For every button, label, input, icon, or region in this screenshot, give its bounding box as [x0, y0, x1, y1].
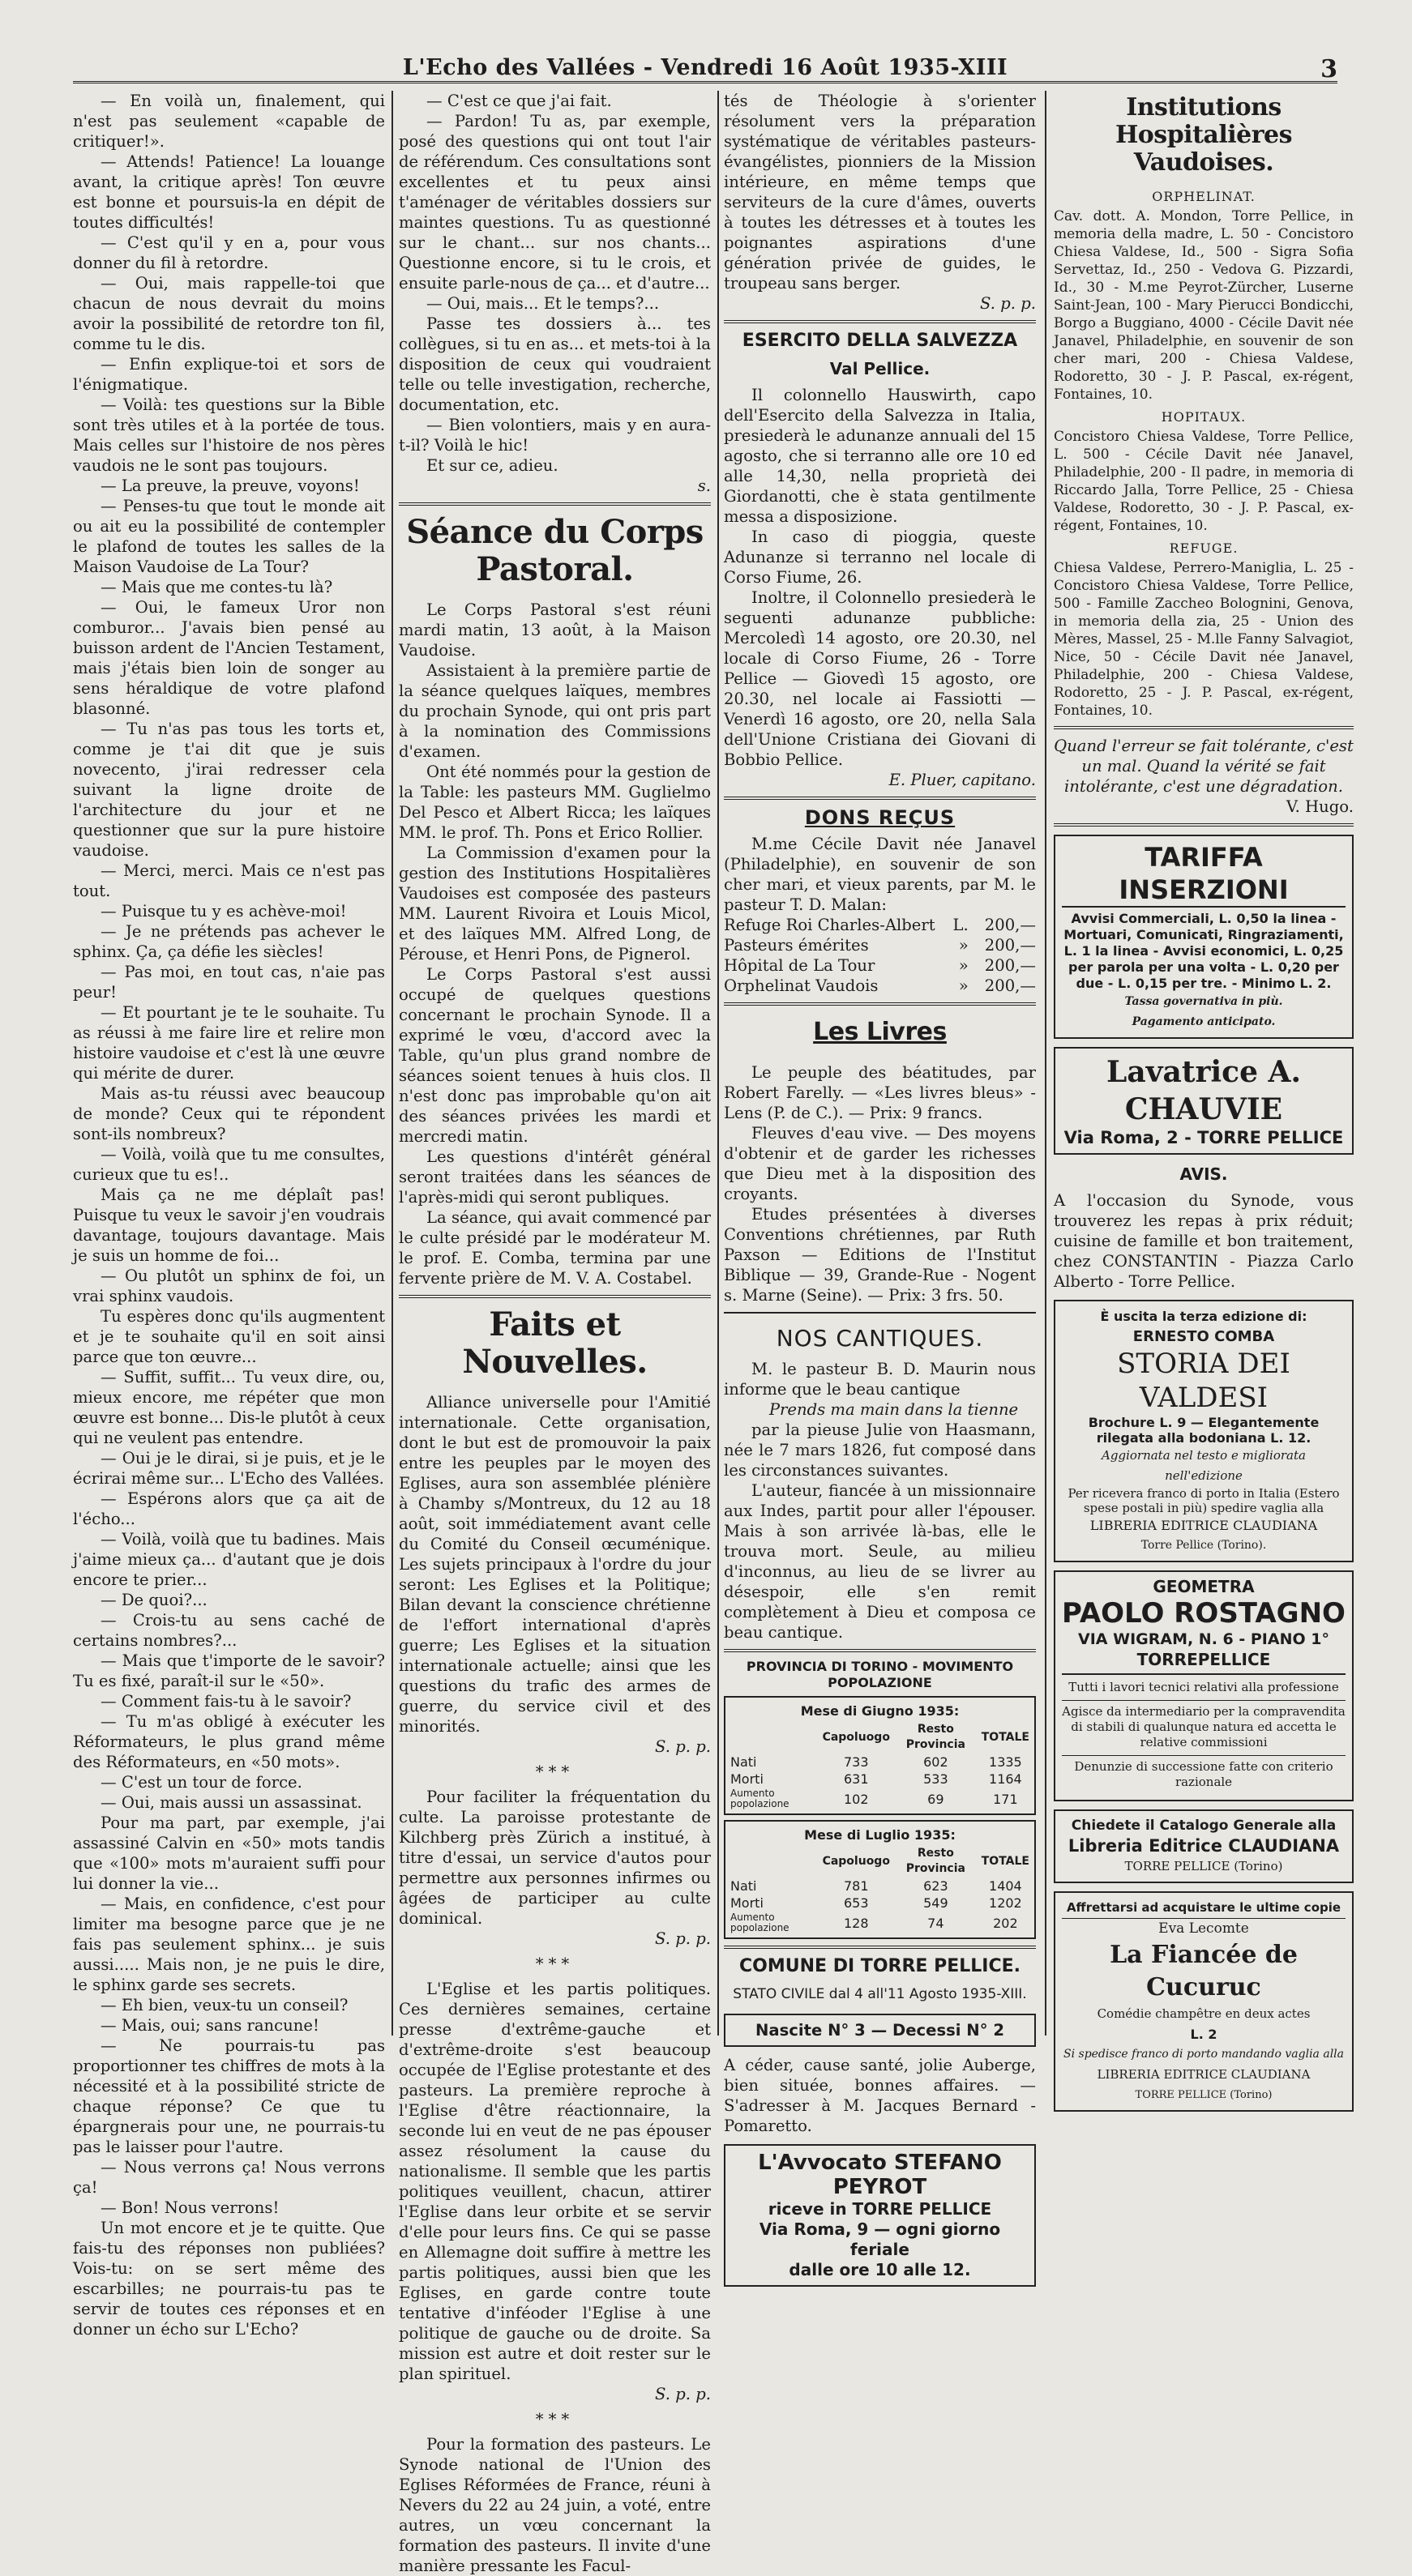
geometra-label: GEOMETRA: [1153, 1577, 1255, 1596]
paragraph: — Nous verrons ça! Nous verrons ça!: [73, 2158, 385, 2197]
paragraph: — Mais, oui; sans rancune!: [101, 2016, 319, 2035]
paragraph: S. p. p.: [655, 1737, 711, 1756]
geometra-text1: Tutti i lavori tecnici relativi alla professione: [1068, 1680, 1339, 1694]
hugo-quote: Quand l'erreur se fait tolérante, c'est un mal. Quand la vérité se fait intolérante, c'est une dégradation.: [1054, 737, 1354, 796]
paragraph: Prends ma main dans la tienne: [768, 1400, 1019, 1419]
dialogue-continuation: [399, 91, 711, 476]
table-cell: 1335: [989, 1754, 1022, 1770]
paragraph: Mais ça ne me déplaît pas! Puisque tu veux le savoir j'en voudrais davantage, toujours davantage. Mais je suis un homme de foi...: [73, 1185, 385, 1265]
lavatrice-ad: [1054, 1047, 1354, 1155]
paragraph: — Mais que t'importe de le savoir? Tu es fixé, paraît-il sur le «50».: [73, 1651, 385, 1690]
tariffa-text: Avvisi Commerciali, L. 0,50 la linea - Mortuari, Comunicati, Ringraziamenti, L. 1 la linea - Avvisi economici, L. 0,25 per parola per una volta - L. 0,20 per due - L. 0,15 per tre. - Minimo L. 2.: [1063, 911, 1344, 991]
don-name: Orphelinat Vaudois: [724, 976, 879, 995]
table-cell: 202: [993, 1915, 1018, 1931]
popolazione-table: [724, 1696, 1036, 1815]
paragraph: — Je ne prétends pas achever le sphinx. Ça, ça défie les siècles!: [73, 922, 385, 961]
paragraph: Pour faciliter la fréquentation du culte. La paroisse protestante de Kilchberg près Zürich a institué, à titre d'essai, un service d'autos pour permettre aux personnes infirmes ou âgées de participer au culte dominical.: [399, 1788, 711, 1928]
paragraph: Un mot encore et je te quitte. Que fais-tu des réponses non publiées? Vois-tu: on se sert même des escarbilles; ne pourrais-tu pas te servir de toutes ces réponses et en donner un écho sur L'Echo?: [73, 2219, 385, 2339]
column-2: [399, 91, 711, 2575]
paragraph: L'auteur, fiancée à un missionnaire aux Indes, partit pour aller l'épouser. Mais à son arrivée là-bas, elle le trouva mort. Seule, au milieu d'inconnus, au lieu de se livrer au désespoir, elle s'en remit complètement à Dieu et composa ce beau cantique.: [724, 1481, 1036, 1642]
table-cell: 102: [843, 1791, 869, 1807]
fiancee-line1: Affrettarsi ad acquistare le ultime copie: [1062, 1898, 1346, 1919]
paragraph: M. le pasteur B. D. Maurin nous informe que le beau cantique: [724, 1360, 1036, 1399]
section-title-cantiques: NOS CANTIQUES.: [776, 1325, 984, 1352]
table-header: Resto Provincia: [905, 1847, 965, 1875]
don-currency: »: [958, 976, 969, 995]
table-cell: 128: [843, 1915, 869, 1931]
ceder-notice: A céder, cause santé, jolie Auberge, bien située, bonnes affaires. — S'adresser à M. Jacques Bernard - Pomaretto.: [724, 2056, 1036, 2135]
paragraph: — Tu n'as pas tous les torts et, comme je t'ai dit que je suis novecento, j'irai redresser cela suivant la ligne droite de l'architecture du jour et ne questionner que sur la pure histoire vaudoise.: [73, 720, 385, 860]
geometra-address: VIA WIGRAM, N. 6 - PIANO 1°: [1078, 1630, 1329, 1648]
population-table: [729, 1721, 1031, 1810]
livres-article: [724, 1062, 1036, 1305]
paragraph: S. p. p.: [655, 1929, 711, 1948]
catalogo-line3: TORRE PELLICE (Torino): [1124, 1859, 1283, 1873]
stato-civile-text: Nascite N° 3 — Decessi N° 2: [755, 2021, 1004, 2040]
table-header-empty: [729, 1845, 821, 1878]
paragraph: — Pas moi, en tout cas, n'aie pas peur!: [73, 963, 385, 1002]
paragraph: Le Corps Pastoral s'est aussi occupé de quelques questions concernant le prochain Synode. Il a exprimé le vœu, d'accord avec la Table, qu'un plus grand nombre de séances soient tenues à huis clos. Il n'est donc pas improbable qu'on ait des séances privées les mardi et mercredi matin.: [399, 965, 711, 1146]
paragraph: — En voilà un, finalement, qui n'est pas seulement «capable de critiquer!».: [73, 92, 385, 151]
paragraph: — De quoi?...: [101, 1591, 208, 1609]
paragraph: — Eh bien, veux-tu un conseil?: [101, 1996, 349, 2014]
paragraph: — Suffit, suffit... Tu veux dire, ou, mieux encore, me répéter que mon œuvre est bonne... Dis-le plutôt à ceux qui ne veulent pas entendre.: [73, 1368, 385, 1447]
table-cell: 1164: [989, 1771, 1022, 1787]
stars-separator: ***: [535, 2410, 575, 2429]
catalogo-line2: Libreria Editrice CLAUDIANA: [1068, 1836, 1340, 1856]
paragraph: — C'est un tour de force.: [101, 1773, 302, 1792]
paragraph: — C'est qu'il y en a, pour vous donner du fil à retordre.: [73, 233, 385, 272]
paragraph: Inoltre, il Colonnello presiederà le seguenti adunanze pubbliche: Mercoledì 14 agosto, ore 20.30, nel locale di Corso Fiume, 26 - Torre Pellice — Giovedì 15 agosto, ore 20.30, nel locale ai Fassiotti — Venerdì 16 agosto, ore 20, nella Sala dell'Unione Cristiana dei Giovani di Bobbio Pellice.: [724, 588, 1036, 769]
stars-separator: ***: [535, 1954, 575, 1973]
row-label: Morti: [730, 1771, 764, 1787]
table-header: Capoluogo: [822, 1730, 890, 1744]
fiancee-ad: [1054, 1891, 1354, 2112]
fiancee-order: Si spedisce franco di porto mandando vaglia alla: [1063, 2048, 1344, 2061]
divider: [724, 320, 1036, 323]
section-subtitle-esercito: Val Pellice.: [829, 359, 931, 378]
fiancee-title: La Fiancée de Cucuruc: [1110, 1941, 1298, 2001]
fiancee-subtitle: Comédie champêtre en deux actes: [1097, 2006, 1311, 2021]
avis-text: A l'occasion du Synode, vous trouverez les repas à prix réduit; cuisine de famille et bon traitement, chez CONSTANTIN - Piazza Carlo Alberto - Torre Pellice.: [1054, 1191, 1354, 1291]
don-amount: 200,—: [984, 976, 1036, 995]
paragraph: — Oui, le fameux Uror non comburor... J'avais bien pensé au buisson ardent de l'Ancien Testament, mais j'étais bien loin de songer au sens héraldique de votre plafond blasonné.: [73, 598, 385, 718]
paragraph: — C'est ce que j'ai fait.: [426, 92, 612, 110]
don-amount-group: [959, 955, 1036, 976]
paragraph: — Crois-tu au sens caché de certains nombres?...: [73, 1611, 385, 1650]
paragraph: — Voilà, voilà que tu me consultes, curieux que tu es!..: [73, 1145, 385, 1184]
don-amount: 200,—: [984, 916, 1036, 934]
avvocato-line2: Via Roma, 9 — ogni giorno feriale: [759, 2219, 1001, 2259]
column-rule: [717, 91, 719, 2036]
paragraph: — Merci, merci. Mais ce n'est pas tout.: [73, 861, 385, 900]
row-label: Nati: [730, 1754, 757, 1770]
paragraph: — Bien volontiers, mais y en aura-t-il? Voilà le hic!: [399, 416, 711, 455]
row-label: Aumento popolazione: [730, 1912, 789, 1933]
don-currency: »: [958, 956, 969, 975]
avvocato-ad: [724, 2144, 1036, 2287]
paragraph: La séance, qui avait commencé par le culte présidé par le modérateur M. le prof. E. Comba, termina par une fervente prière de M. V. A. Costabel.: [399, 1208, 711, 1288]
table-cell: 653: [843, 1895, 869, 1911]
paragraph: — Ou plutôt un sphinx de foi, un vrai sphinx vaudois.: [73, 1267, 385, 1305]
geometra-ad: [1054, 1570, 1354, 1801]
don-name: Pasteurs émérites: [724, 936, 869, 955]
table-row: [729, 1912, 1031, 1934]
row-label: Nati: [730, 1878, 757, 1894]
paragraph: Fleuves d'eau vive. — Des moyens d'obtenir et de garder les richesses que Dieu met à la disposition des croyants.: [724, 1124, 1036, 1203]
inst-section-head: ORPHELINAT.: [1152, 189, 1256, 204]
geometra-city: TORREPELLICE: [1062, 1650, 1346, 1675]
paragraph: — Voilà, voilà que tu badines. Mais j'aime mieux ça... d'autant que je dois encore te prier...: [73, 1530, 385, 1589]
table-cell: 533: [923, 1771, 948, 1787]
don-currency: L.: [952, 916, 969, 934]
storia-title: STORIA DEI VALDESI: [1117, 1348, 1290, 1414]
paragraph: — Et pourtant je te le souhaite. Tu as réussi à me faire lire et relire mon histoire vaudoise et c'est là une œuvre qui mérite de durer.: [73, 1003, 385, 1083]
paragraph: — Espérons alors que ça ait de l'écho...: [73, 1489, 385, 1528]
table-cell: 549: [923, 1895, 948, 1911]
paragraph: par la pieuse Julie von Haasmann, née le 7 mars 1826, fut composé dans les circonstances suivantes.: [724, 1420, 1036, 1480]
paragraph: Etudes présentées à diverses Conventions chrétiennes, par Ruth Paxson — Editions de l'Institut Biblique — 39, Grande-Rue - Nogent s. Marne (Seine). — Prix: 3 frs. 50.: [724, 1205, 1036, 1305]
paragraph: — Pardon! Tu as, par exemple, posé des questions qui ont tout l'air de référendum. Ces consultations sont excellentes et tu peux ainsi t'aménager de véritables dossiers sur maintes questions. Tu as questionné sur le chant... sur nos chants... Questionne encore, si tu le crois, et ensuite parle-nous de ça... et d'autre...: [399, 112, 711, 293]
esercito-article: [724, 385, 1036, 770]
don-amount: 200,—: [984, 956, 1036, 975]
population-table: [729, 1845, 1031, 1934]
fiancee-city: TORRE PELLICE (Torino): [1135, 2089, 1273, 2101]
table-header: Resto Provincia: [905, 1723, 965, 1751]
section-title-faits: Faits et Nouvelles.: [462, 1305, 648, 1381]
stars-separator: ***: [535, 1762, 575, 1781]
table-header-empty: [729, 1721, 821, 1754]
fiancee-author: Eva Lecomte: [1158, 1920, 1249, 1937]
popolazione-table: [724, 1820, 1036, 1939]
row-label: Morti: [730, 1895, 764, 1911]
table-cell: 74: [927, 1915, 944, 1931]
paragraph: Mais as-tu réussi avec beaucoup de monde? Ceux qui te répondent sont-ils nombreux?: [73, 1084, 385, 1143]
storia-author: ERNESTO COMBA: [1132, 1328, 1275, 1345]
avvocato-line1: riceve in TORRE PELLICE: [768, 2199, 992, 2219]
paragraph: — Tu m'as obligé à exécuter les Réformateurs, le plus grand même des Réformateurs, en «50 mots».: [73, 1712, 385, 1771]
seance-article: [399, 600, 711, 1288]
section-title-esercito: ESERCITO DELLA SALVEZZA: [742, 331, 1018, 351]
catalogo-line1: Chiedete il Catalogo Generale alla: [1071, 1818, 1337, 1834]
column-3: [724, 91, 1036, 2279]
table-month: Mese di Giugno 1935:: [800, 1703, 960, 1719]
divider: [724, 1312, 1036, 1314]
catalogo-ad: [1054, 1809, 1354, 1883]
table-cell: 781: [843, 1878, 869, 1894]
paragraph: — Oui, mais aussi un assassinat.: [101, 1793, 362, 1812]
column-1: [73, 91, 385, 2339]
cantiques-article: [724, 1359, 1036, 1643]
fiancee-price: L. 2: [1190, 2027, 1217, 2042]
inst-title: Institutions Hospitalières Vaudoises.: [1115, 93, 1293, 177]
paragraph: — Oui, mais... Et le temps?...: [426, 294, 660, 313]
divider: [724, 797, 1036, 800]
divider: [1054, 823, 1354, 827]
paragraph: — Ne pourrais-tu pas proportionner tes chiffres de mots à la nécessité et à la possibilité stricte de chaque réponse? Ce que tu épargnerais pour une, ne pourrais-tu pas le laisser pour l'autre.: [73, 2036, 385, 2156]
paragraph: — Oui je le dirai, si je puis, et je le écrirai même sur... L'Echo des Vallées.: [73, 1449, 385, 1488]
paragraph: Tu espères donc qu'ils augmentent et je te souhaite qu'il en soit ainsi parce que ton œuvre...: [73, 1307, 385, 1366]
column-rule: [392, 91, 393, 2036]
inst-sections: [1054, 188, 1354, 720]
geometra-name: PAOLO ROSTAGNO: [1062, 1597, 1346, 1630]
don-amount: 200,—: [984, 936, 1036, 955]
stato-civile-box: [724, 2014, 1036, 2047]
paragraph: — Penses-tu que tout le monde ait ou ait eu la possibilité de contempler le plafond de toutes les salles de la Maison Vaudoise de La Tour?: [73, 497, 385, 576]
tariffa-box: [1054, 835, 1354, 1039]
paragraph: Ont été nommés pour la gestion de la Table: les pasteurs MM. Guglielmo Del Pesco et Albert Ricca; les laïques MM. le prof. Th. Pons et Erico Rollier.: [399, 763, 711, 842]
storia-note: Aggiornata nel testo e migliorata nell'edizione: [1102, 1448, 1306, 1483]
divider: [724, 1649, 1036, 1652]
don-name: Hôpital de La Tour: [724, 956, 875, 975]
table-cell: 631: [843, 1771, 869, 1787]
column-rule: [1045, 91, 1046, 2036]
paragraph: Chiesa Valdese, Perrero-Maniglia, L. 25 - Concistoro Chiesa Valdese, Torre Pellice, 500 - Famille Zaccheo Bolognini, Genova, in memoria della zia, 25 - Union des Mères, Massel, 25 - M.lle Fanny Salvagiot, Nice, 50 - Cécile Davit née Janavel, Philadelphie, 200 - Chiesa Valdese, Rodoretto, 25 - J. P. Pascal, ex-régent, Fontaines, 10.: [1054, 560, 1354, 719]
section-title-seance: Séance du Corps Pastoral.: [406, 513, 704, 588]
paragraph: — La preuve, la preuve, voyons!: [101, 476, 360, 495]
table-month: Mese di Luglio 1935:: [804, 1827, 956, 1843]
table-cell: 1202: [989, 1895, 1022, 1911]
don-amount-group: [959, 976, 1036, 996]
don-amount-group: [953, 915, 1036, 935]
paragraph: Cav. dott. A. Mondon, Torre Pellice, in memoria della madre, L. 50 - Concistoro Chiesa Valdese, Id., 500 - Sigra Sofia Servettaz, Id., 250 - Vedova G. Pizzardi, Id., 30 - M.me Peyrot-Zürcher, Luserne Saint-Jean, 100 - Mary Pierucci Bondicchi, Borgo a Buggiano, 4000 - Cécile Davit née Janavel, Philadelphie, en souvenir de son cher mari, 200 - Chiesa Valdese, Rodoretto, 30 - J. P. Pascal, ex-régent, Fontaines, 10.: [1054, 208, 1354, 403]
table-row: [729, 1788, 1031, 1810]
table-row: [729, 1771, 1031, 1788]
divider: [724, 1002, 1036, 1006]
section-title-dons: DONS REÇUS: [804, 806, 956, 829]
divider: [399, 502, 711, 506]
paragraph: Passe tes dossiers à... tes collègues, si tu en as... et mets-toi à la disposition de ceux qui voudraient telle ou telle investigation, recherche, documentation, etc.: [399, 314, 711, 414]
don-amount-group: [959, 935, 1036, 955]
geometra-text2: Agisce da intermediario per la compravendita di stabili di qualunque natura ed accetta le relative commissioni: [1062, 1700, 1346, 1750]
paragraph: Le peuple des béatitudes, par Robert Farelly. — «Les livres bleus» - Lens (P. de C.). — Prix: 9 francs.: [724, 1063, 1036, 1122]
avvocato-name: L'Avvocato STEFANO PEYROT: [758, 2151, 1002, 2199]
paragraph: — Enfin explique-toi et sors de l'énigmatique.: [73, 355, 385, 394]
paragraph: — Bon! Nous verrons!: [101, 2198, 280, 2217]
hugo-author: V. Hugo.: [1286, 797, 1354, 816]
divider: [1054, 726, 1354, 729]
avis-title: AVIS.: [1179, 1164, 1228, 1184]
table-header: TOTALE: [981, 1854, 1029, 1868]
table-row: [729, 1878, 1031, 1895]
signature: s.: [697, 476, 711, 495]
column-4: [1054, 91, 1354, 2101]
paragraph: — Comment fais-tu à le savoir?: [101, 1692, 352, 1711]
paragraph: — Voilà: tes questions sur la Bible sont très utiles et à la portée de tous. Mais celles sur l'histoire de nos pères vaudois ne le sont pas toujours.: [73, 395, 385, 475]
paragraph: L'Eglise et les partis politiques. Ces dernières semaines, certaine presse d'extrême-gauche et d'extrême-droite s'est beaucoup occupée de l'Eglise protestante et des pasteurs. La première reproche à l'Eglise d'être réactionnaire, la seconde lui en veut de ne pas épouser assez résolument la cause du nationalisme. Il semble que les partis politiques veuillent, chacun, attirer l'Eglise dans leur orbite et se servir d'elle pour leurs fins. Ce qui se passe en Allemagne doit suffire à mettre les partis politiques, aussi bien que les Eglises, en garde contre toute tentative d'inféoder l'Eglise à une politique de gauche ou de droite. Sa mission est autre et doit rester sur le plan spirituel.: [399, 1980, 711, 2383]
dialogue-article: [73, 91, 385, 2339]
storia-ad: [1054, 1300, 1354, 1562]
table-cell: 602: [923, 1754, 948, 1770]
paragraph: Il colonnello Hauswirth, capo dell'Esercito della Salvezza in Italia, presiederà le adunanze annuali del 15 agosto, che si terranno alle ore 10 ed alle 14,30, nella proprietà dei Giordanotti, che è stata gentilmente messa a disposizione.: [724, 386, 1036, 526]
inst-section-head: HOPITAUX.: [1161, 409, 1247, 425]
section-title-livres: Les Livres: [813, 1018, 947, 1046]
paragraph: Assistaient à la première partie de la séance quelques laïques, membres du prochain Synode, qui ont pris part à la nomination des Commissions d'examen.: [399, 661, 711, 761]
dons-list: [724, 915, 1036, 996]
running-header: [73, 55, 1337, 83]
geometra-text3: Denunzie di successione fatte con criterio razionale: [1062, 1755, 1346, 1790]
paragraph: Concistoro Chiesa Valdese, Torre Pellice, L. 500 - Cécile Davit née Janavel, Philadelphie, 200 - Il padre, in memoria di Riccardo Jalla, Torre Pellice, 25 - Chiesa Valdese, Rodoretto, 30 - J. P. Pascal, ex-régent, Fontaines, 10.: [1054, 429, 1354, 534]
comune-title: COMUNE DI TORRE PELLICE.: [739, 1956, 1020, 1976]
storia-libreria: LIBRERIA EDITRICE CLAUDIANA: [1089, 1518, 1318, 1533]
paragraph: — Attends! Patience! La louange avant, la critique après! Ton œuvre est bonne et poursuis-la en dépit de toutes difficultés!: [73, 152, 385, 232]
table-cell: 171: [993, 1791, 1018, 1807]
divider: [399, 1295, 711, 1298]
list-item: [724, 935, 1036, 955]
paragraph: — Mais que me contes-tu là?: [101, 578, 333, 596]
lavatrice-title: Lavatrice A. CHAUVIE: [1106, 1055, 1301, 1126]
list-item: [724, 955, 1036, 976]
paragraph: — Oui, mais rappelle-toi que chacun de nous devrait du moins avoir la possibilité de retordre ton fil, comme tu le dis.: [73, 274, 385, 353]
faits-articles: [399, 1392, 711, 2576]
paragraph: In caso di pioggia, queste Adunanze si terranno nel locale di Corso Fiume, 26.: [724, 528, 1036, 587]
paragraph: Pour ma part, par exemple, j'ai assassiné Calvin en «50» mots tandis que «100» mots m'auraient suffi pour lui donner la vie...: [73, 1813, 385, 1893]
lavatrice-address: Via Roma, 2 - TORRE PELLICE: [1063, 1128, 1344, 1147]
paragraph: Alliance universelle pour l'Amitié internationale. Cette organisation, dont le but est de promouvoir la paix entre les peuples par le moyen des Eglises, aura son assemblée plénière à Chamby s/Montreux, du 12 au 18 août, soit immédiatement avant celle du Comité du Conseil œcuménique. Les sujets principaux à l'ordre du jour seront: Les Eglises et la Politique; Bilan devant la conscience chrétienne de l'effort international d'après guerre; Les Eglises et la situation internationale actuelle; ainsi que les questions du trafic des armes de guerre, du service civil et des minorités.: [399, 1393, 711, 1736]
signature: E. Pluer, capitano.: [888, 771, 1036, 789]
table-cell: 733: [843, 1754, 869, 1770]
fiancee-libreria: LIBRERIA EDITRICE CLAUDIANA: [1097, 2067, 1311, 2082]
row-label: Aumento popolazione: [730, 1788, 789, 1809]
don-currency: »: [958, 936, 969, 955]
tariffa-tassa: Tassa governativa in più.: [1124, 995, 1283, 1008]
table-cell: 623: [923, 1878, 948, 1894]
storia-brochure: Brochure L. 9 — Elegantemente rilegata alla bodoniana L. 12.: [1088, 1415, 1320, 1446]
table-header: Capoluogo: [822, 1854, 890, 1868]
comune-subtitle: STATO CIVILE dal 4 all'11 Agosto 1935-XIII.: [733, 1986, 1027, 2002]
avvocato-line3: dalle ore 10 alle 12.: [789, 2260, 971, 2279]
table-cell: 1404: [989, 1878, 1022, 1894]
tariffa-title: TARIFFA INSERZIONI: [1062, 841, 1346, 908]
page-number: 3: [1320, 55, 1337, 83]
table-cell: 69: [927, 1791, 944, 1807]
list-item: [724, 976, 1036, 996]
paragraph: Les questions d'intérêt général seront traitées dans les séances de l'après-midi qui seront publiques.: [399, 1147, 711, 1207]
paragraph: — Puisque tu y es achève-moi!: [101, 902, 347, 921]
storia-city: Torre Pellice (Torino).: [1140, 1539, 1267, 1552]
table-header: TOTALE: [981, 1730, 1029, 1744]
popolazione-tables: [724, 1696, 1036, 1939]
paragraph: S. p. p.: [655, 2385, 711, 2403]
signature: S. p. p.: [980, 294, 1036, 313]
tariffa-pagamento: Pagamento anticipato.: [1132, 1015, 1276, 1028]
popolazione-title: PROVINCIA DI TORINO - MOVIMENTO POPOLAZIONE: [746, 1659, 1014, 1690]
divider: [724, 1946, 1036, 1949]
running-title: L'Echo des Vallées - Vendredi 16 Août 1935-XIII: [402, 55, 1008, 80]
faits-continuation: tés de Théologie à s'orienter résolument vers la préparation systématique de véritables pasteurs-évangélistes, pionniers de la Mission intérieure, en même temps que serviteurs de la cure d'âmes, ouverts à toutes les détresses et à toutes les poignantes aspirations d'une génération privée de guides, le troupeau sans berger.: [724, 92, 1036, 293]
table-row: [729, 1895, 1031, 1912]
inst-section-head: REFUGE.: [1169, 540, 1239, 556]
storia-intro: È uscita la terza edizione di:: [1100, 1309, 1307, 1324]
paragraph: La Commission d'examen pour la gestion des Institutions Hospitalières Vaudoises est composée des pasteurs MM. Laurent Rivoira et Louis Micol, et des laïques MM. Alfred Long, de Pérouse, et Henri Pons, de Pignerol.: [399, 844, 711, 963]
paragraph: Pour la formation des pasteurs. Le Synode national de l'Union des Eglises Réformées de France, réuni à Nevers du 22 au 24 juin, a voté, entre autres, un vœu concernant la formation des pasteurs. Il invite d'une manière pressante les Facul-: [399, 2435, 711, 2575]
don-name: Refuge Roi Charles-Albert: [724, 916, 935, 934]
storia-order: Per ricevera franco di porto in Italia (Estero spese postali in più) spedire vaglia alla: [1068, 1486, 1340, 1515]
dons-intro: M.me Cécile Davit née Janavel (Philadelphie), en souvenir de son cher mari, et vieux parents, par M. le pasteur T. D. Malan:: [724, 835, 1036, 914]
paragraph: Le Corps Pastoral s'est réuni mardi matin, 13 août, à la Maison Vaudoise.: [399, 600, 711, 660]
paragraph: Et sur ce, adieu.: [426, 456, 558, 475]
paragraph: — Mais, en confidence, c'est pour limiter ma besogne parce que je ne fais pas seulement sphinx... je suis aussi..... Mais non, je ne puis le dire, le sphinx garde ses secrets.: [73, 1895, 385, 1994]
table-row: [729, 1754, 1031, 1771]
list-item: [724, 915, 1036, 935]
